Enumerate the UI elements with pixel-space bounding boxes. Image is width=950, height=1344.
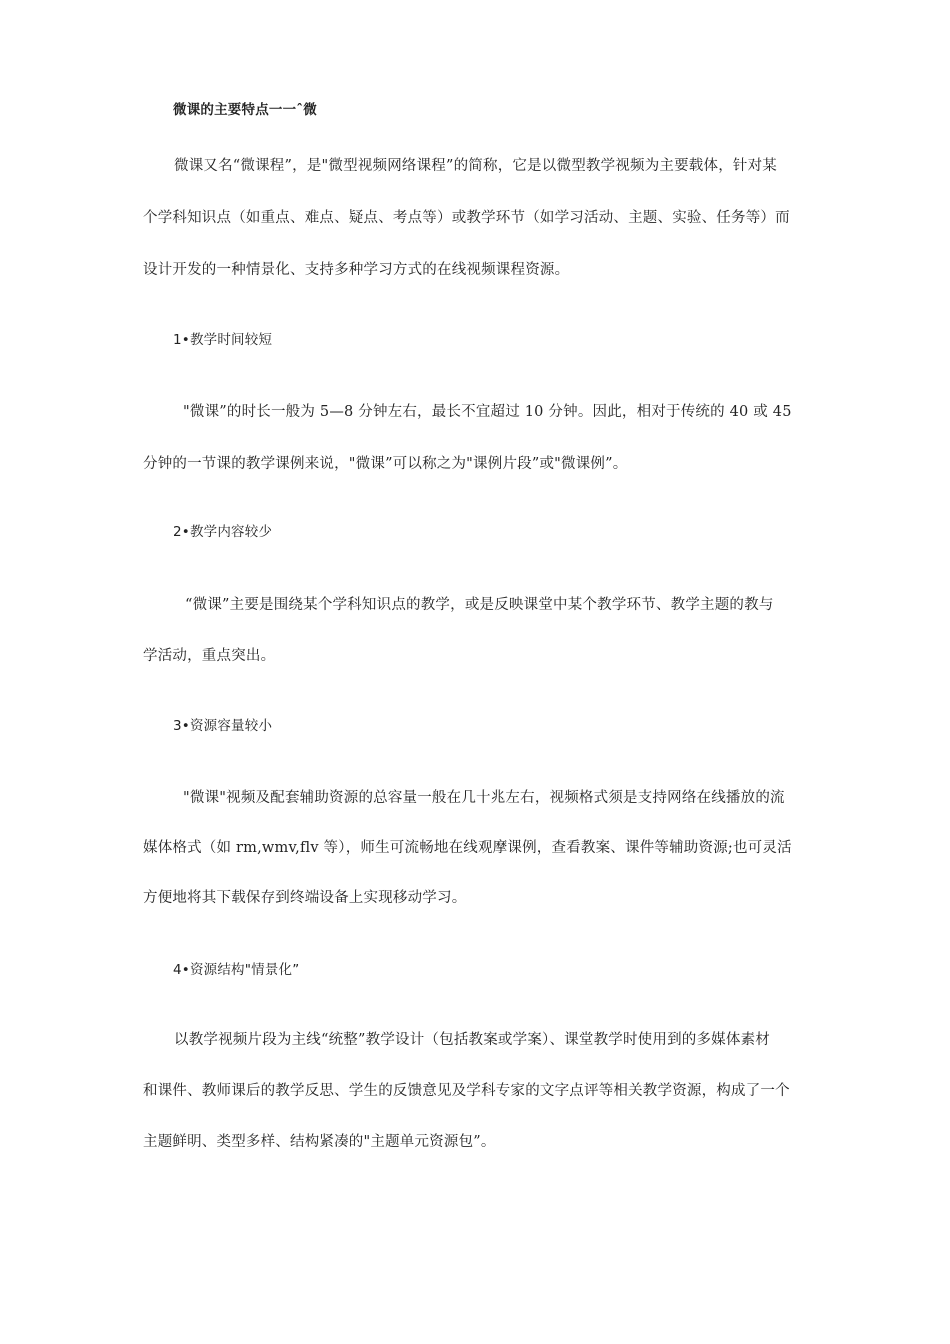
section-1-line-1: "微课”的时长一般为 5—8 分钟左右，最长不宜超过 10 分钟。因此，相对于传统的 40 或 45: [183, 404, 792, 420]
section-4-line-2: 和课件、教师课后的教学反思、学生的反馈意见及学科专家的文字点评等相关教学资源，构成了一个: [143, 1083, 790, 1099]
intro-line-3: 设计开发的一种情景化、支持多种学习方式的在线视频课程资源。: [143, 262, 570, 278]
section-2-heading: 2•教学内容较少: [173, 524, 273, 540]
intro-line-1: 微课又名“微课程”，是"微型视频网络课程”的简称，它是以微型教学视频为主要载体，针对某: [174, 158, 778, 174]
section-2-line-2: 学活动，重点突出。: [143, 648, 276, 664]
section-3-line-2: 媒体格式（如 rm,wmv,flv 等），师生可流畅地在线观摩课例，查看教案、课件等辅助资源;也可灵活: [143, 840, 792, 856]
section-1-line-2: 分钟的一节课的教学课例来说，"微课”可以称之为"课例片段”或"微课例”。: [143, 456, 628, 472]
section-3-line-3: 方便地将其下载保存到终端设备上实现移动学习。: [143, 890, 467, 906]
section-1-heading: 1•教学时间较短: [173, 332, 273, 348]
section-3-line-1: "微课"视频及配套辅助资源的总容量一般在几十兆左右，视频格式须是支持网络在线播放的流: [183, 790, 785, 806]
section-4-line-3: 主题鲜明、类型多样、结构紧凑的"主题单元资源包”。: [143, 1134, 496, 1150]
document-title: 微课的主要特点一一ˆ微: [173, 102, 317, 118]
section-2-line-1: “微课”主要是围绕某个学科知识点的教学，或是反映课堂中某个教学环节、教学主题的教与: [185, 597, 774, 613]
section-3-heading: 3•资源容量较小: [173, 718, 273, 734]
section-4-line-1: 以教学视频片段为主线“统整”教学设计（包括教案或学案）、课堂教学时使用到的多媒体素材: [174, 1032, 770, 1048]
intro-line-2: 个学科知识点（如重点、难点、疑点、考点等）或教学环节（如学习活动、主题、实验、任务等）而: [143, 210, 790, 226]
section-4-heading: 4•资源结构"情景化”: [173, 962, 300, 978]
